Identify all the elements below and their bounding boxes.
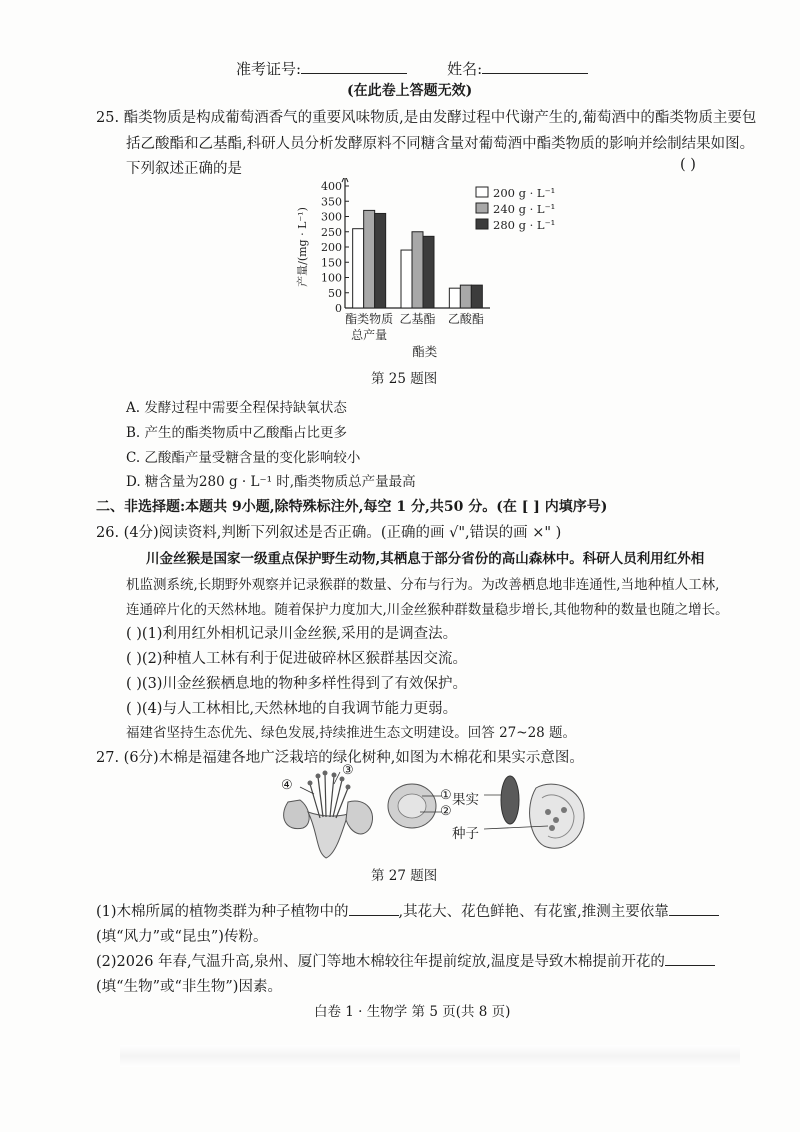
x-tick-label: 乙酸酯: [447, 312, 484, 326]
x-tick-label: 酯类物质: [345, 312, 394, 326]
q27-sub1-blank-2[interactable]: [669, 903, 719, 916]
q26-para2: 机监测系统,长期野外观察并记录猴群的数量、分布与行为。为改善栖息地非连通性,当地种植人工林,: [126, 577, 720, 593]
y-tick-label: 350: [321, 195, 342, 209]
q27-28-context: 福建省坚持生态优先、绿色发展,持续推进生态文明建设。回答 27~28 题。: [126, 725, 577, 741]
q26-item-1[interactable]: ( )(1)利用红外相机记录川金丝猴,采用的是调查法。: [126, 626, 458, 642]
bar: [423, 236, 434, 308]
name-label: 姓名:: [447, 60, 483, 78]
x-axis-label: 酯类: [412, 344, 438, 359]
bar: [353, 229, 364, 308]
scan-shadow: [120, 1045, 740, 1067]
bar: [364, 210, 375, 308]
candidate-info-line: [236, 58, 588, 79]
q26-item-2[interactable]: ( )(2)种植人工林有利于促进破碎林区猴群基因交流。: [126, 651, 467, 667]
q27-number: 27.: [96, 750, 120, 766]
bar: [449, 288, 460, 308]
q25-line2: 括乙酸酯和乙基酯,科研人员分析发酵原料不同糖含量对葡萄酒中酯类物质的影响并绘制结果如图。: [126, 136, 755, 152]
q25-figure-caption: 第 25 题图: [371, 371, 438, 387]
legend-swatch: [476, 187, 488, 197]
q26-item-4[interactable]: ( )(4)与人工林相比,天然林地的自我调节能力更弱。: [126, 701, 458, 717]
q25-option-d[interactable]: D. 糖含量为280 g · L⁻¹ 时,酯类物质总产量最高: [126, 474, 416, 490]
bar: [375, 213, 386, 308]
q26-para1: 川金丝猴是国家一级重点保护野生动物,其栖息于部分省份的高山森林中。科研人员利用红外相: [146, 551, 705, 567]
q25-answer-paren[interactable]: ( ): [680, 157, 696, 173]
y-tick-label: 300: [321, 210, 342, 224]
q25-bar-chart: [290, 178, 570, 360]
legend-label: 240 g · L⁻¹: [493, 202, 556, 216]
kapok-fruit-diagram: [484, 768, 594, 858]
y-tick-label: 250: [321, 225, 342, 239]
bar: [460, 285, 471, 308]
y-tick-label: 200: [321, 241, 342, 254]
q26-para3: 连通碎片化的天然林地。随着保护力度加大,川金丝猴种群数量稳步增长,其他物种的数量也随之增长。: [126, 602, 729, 618]
q25-line1: [96, 106, 756, 127]
section2-title: 二、非选择题:本题共 9小题,除特殊标注外,每空 1 分,共50 分。(在 [ ] 内填序号): [96, 499, 608, 515]
q27-sub1-text-b: ,其花大、花色鲜艳、有花蜜,推测主要依靠: [398, 904, 669, 920]
label-1: ①: [440, 788, 452, 803]
q25-option-b[interactable]: B. 产生的酯类物质中乙酸酯占比更多: [126, 425, 348, 441]
x-tick-label: 乙基酯: [399, 312, 436, 326]
legend-label: 200 g · L⁻¹: [493, 186, 556, 200]
kapok-flower-diagram: [278, 762, 388, 862]
q26-item-3[interactable]: ( )(3)川金丝猴栖息地的物种多样性得到了有效保护。: [126, 676, 467, 692]
y-tick-label: 400: [321, 180, 342, 193]
q26-intro: (4分)阅读资料,判断下列叙述是否正确。(正确的画 √",错误的画 ×" ): [123, 525, 562, 541]
q25-option-c[interactable]: C. 乙酸酯产量受糖含量的变化影响较小: [126, 450, 361, 466]
q25-number: 25.: [96, 110, 120, 126]
q26-number: 26.: [96, 525, 120, 541]
q25-line3: 下列叙述正确的是: [126, 161, 242, 177]
q27-intro: (6分)木棉是福建各地广泛栽培的绿化树种,如图为木棉花和果实示意图。: [123, 750, 584, 766]
legend-swatch: [476, 203, 488, 213]
label-4: ④: [281, 778, 293, 793]
bar: [471, 285, 482, 308]
page-footer: 白卷 1 · 生物学 第 5 页(共 8 页): [314, 1004, 511, 1020]
label-3: ③: [342, 763, 354, 778]
bar: [401, 250, 412, 308]
q27-sub1-blank-1[interactable]: [349, 903, 399, 916]
q27-figure-caption: 第 27 题图: [371, 868, 438, 884]
y-tick-label: 50: [328, 286, 342, 300]
x-tick-label: 总产量: [351, 328, 388, 342]
bar: [412, 232, 423, 308]
exam-number-blank[interactable]: [301, 59, 407, 74]
y-axis-label: 产量/(mg · L⁻¹): [296, 207, 309, 287]
q27-sub1-text-a: (1)木棉所属的植物类群为种子植物中的: [96, 904, 349, 920]
q25-text-1: 酯类物质是构成葡萄酒香气的重要风味物质,是由发酵过程中代谢产生的,葡萄酒中的酯类物质主要包: [123, 110, 757, 126]
y-tick-label: 0: [335, 302, 342, 315]
name-blank[interactable]: [482, 59, 588, 74]
label-fruit: 果实: [452, 792, 479, 808]
q27-sub1-line2: (填“风力”或“昆虫”)传粉。: [96, 929, 268, 945]
invalid-answer-note: (在此卷上答题无效): [347, 83, 473, 99]
y-tick-label: 150: [321, 256, 342, 270]
q27-sub1-line1: [96, 900, 719, 921]
legend-label: 280 g · L⁻¹: [493, 218, 556, 232]
q27-sub2-blank[interactable]: [665, 953, 715, 966]
legend-swatch: [476, 219, 488, 229]
q27-sub2-text-a: (2)2026 年春,气温升高,泉州、厦门等地木棉较往年提前绽放,温度是导致木棉提前开花的: [96, 954, 665, 970]
q25-option-a[interactable]: A. 发酵过程中需要全程保持缺氧状态: [126, 400, 347, 416]
q27-sub2-line2: (填“生物”或“非生物”)因素。: [96, 979, 282, 995]
y-tick-label: 100: [321, 271, 342, 285]
q26-intro-line: [96, 521, 561, 542]
q27-sub2-line1: [96, 950, 715, 971]
exam-number-label: 准考证号:: [236, 60, 302, 78]
label-2: ②: [440, 804, 452, 819]
label-seed: 种子: [452, 826, 479, 842]
